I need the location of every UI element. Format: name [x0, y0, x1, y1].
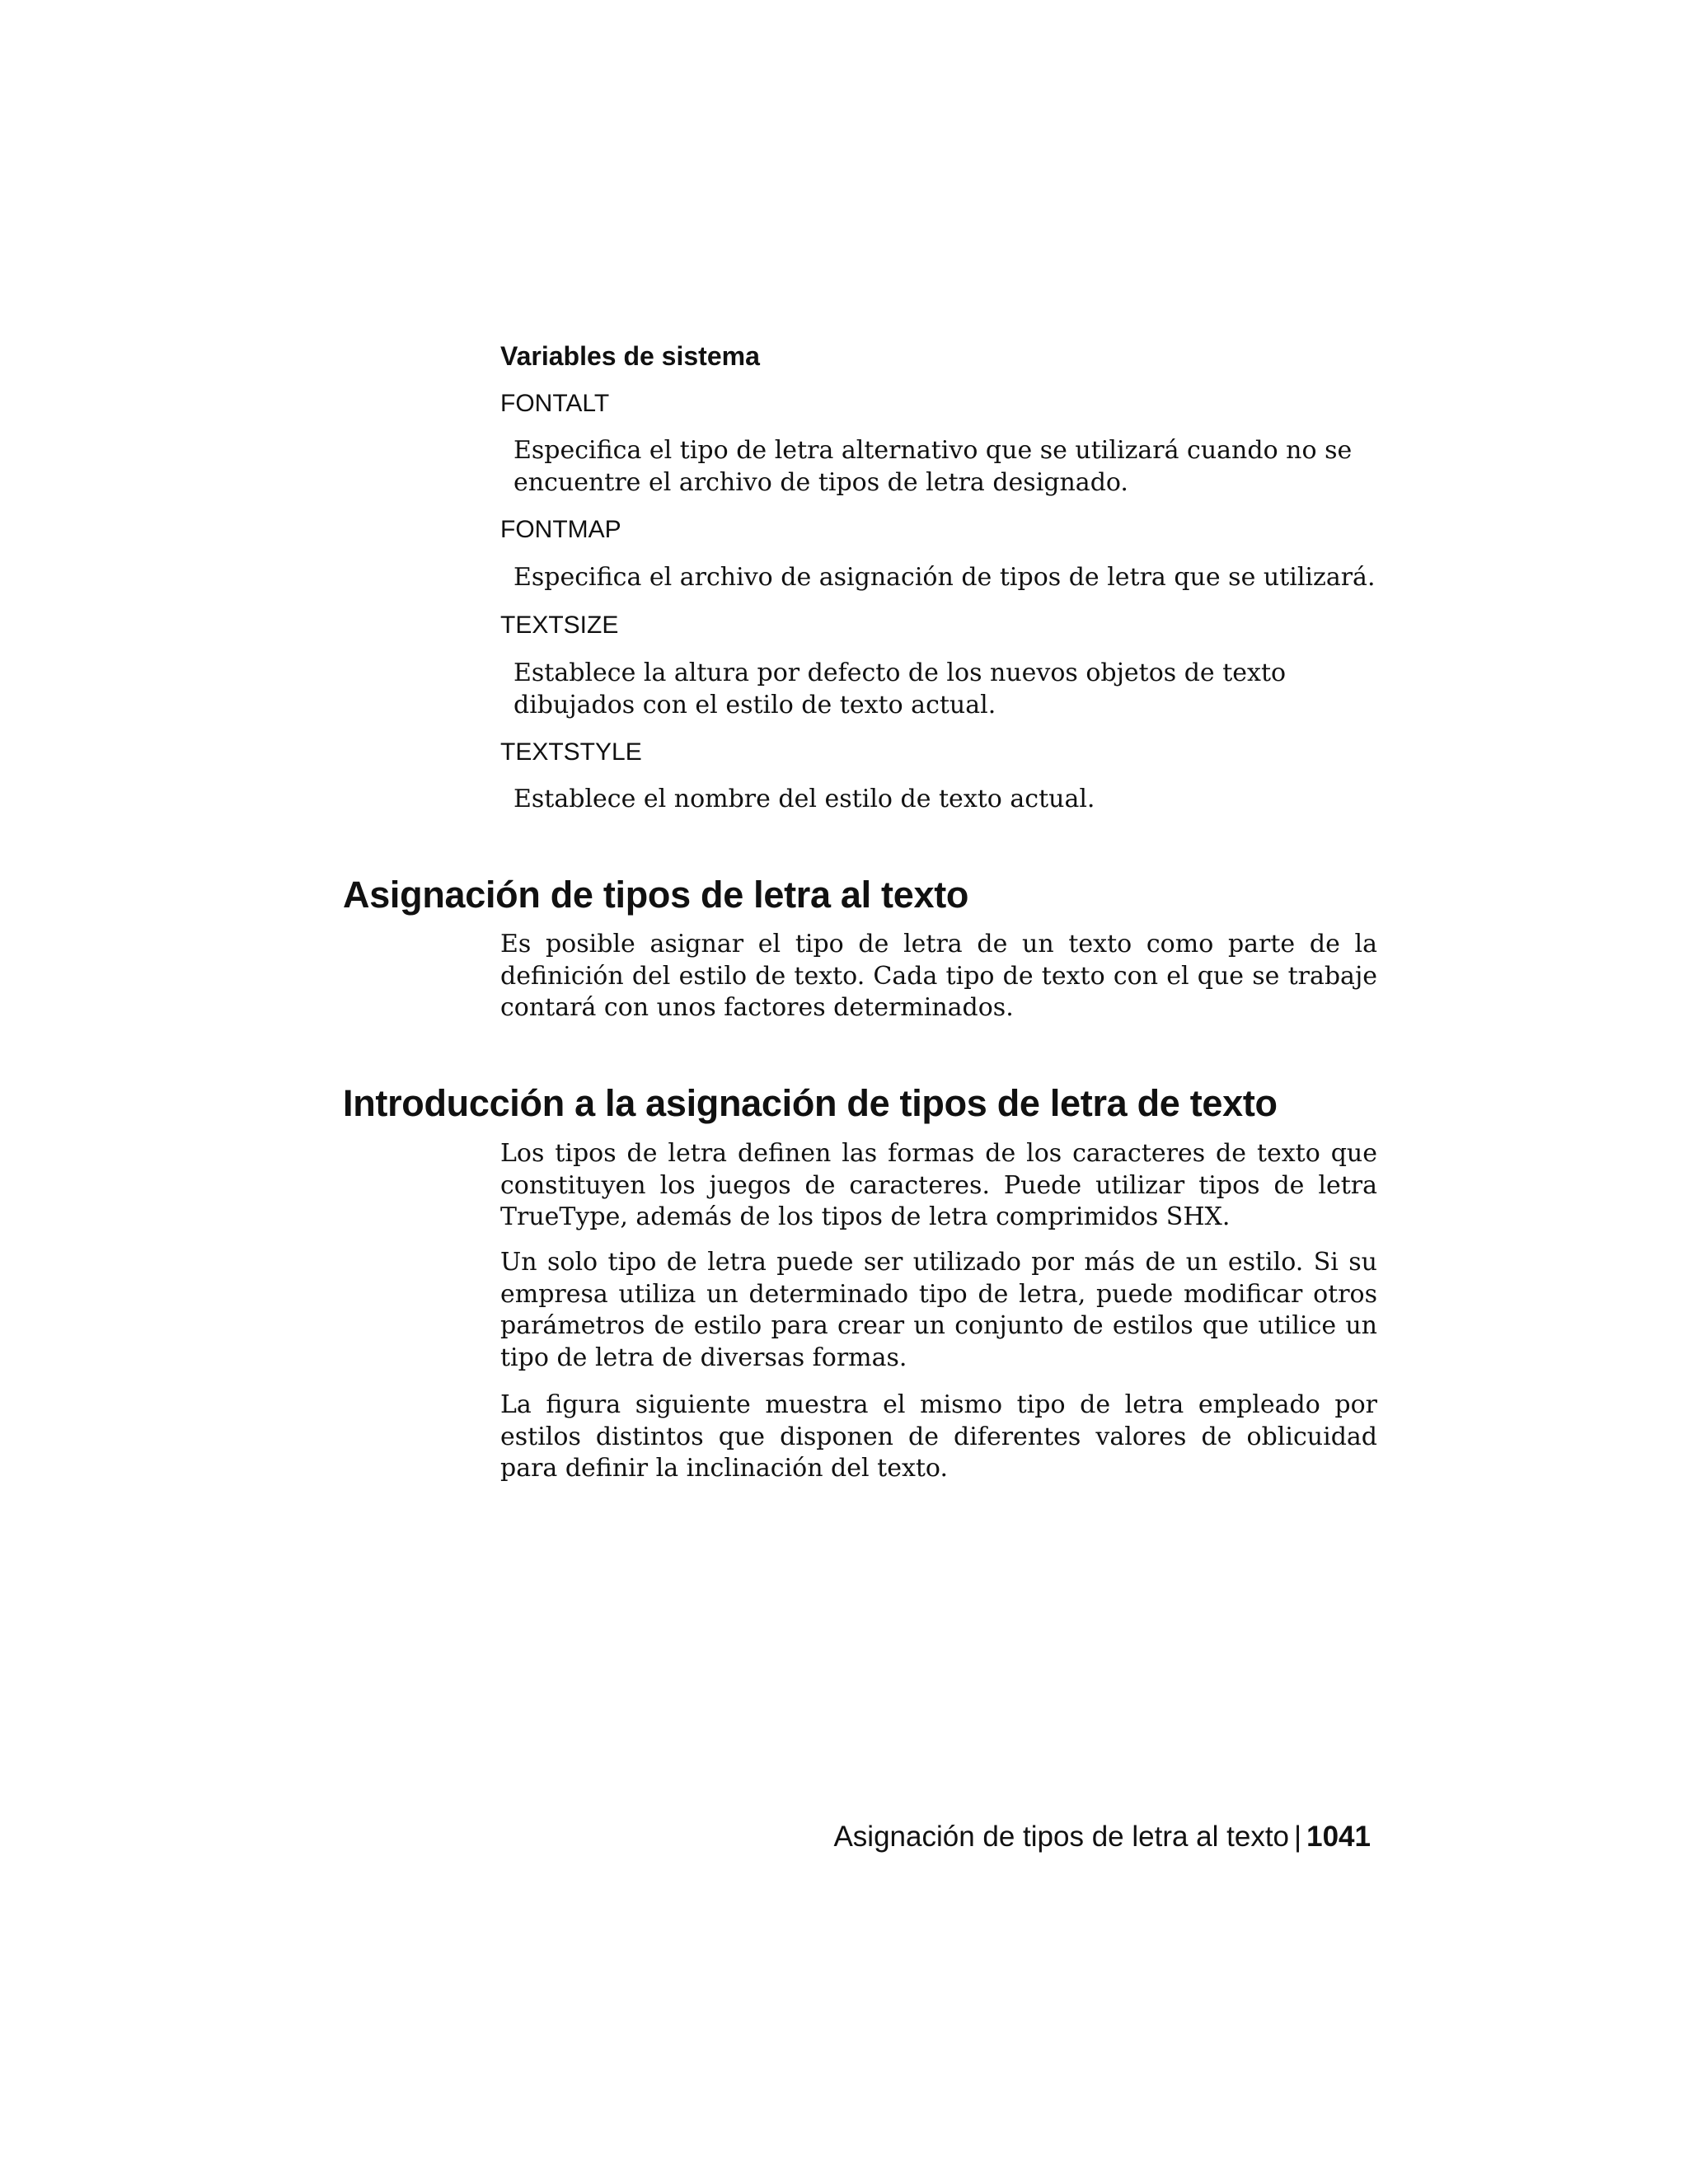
variable-description-textstyle: Establece el nombre del estilo de texto actual.: [513, 785, 1095, 813]
section2-paragraph-1: Los tipos de letra definen las formas de los caracteres de texto que constituyen los juegos de caracteres. Puede utilizar tipos de letra TrueType, además de los tipos de letra comprimidos SHX.: [500, 1139, 1377, 1231]
page-number: 1041: [1306, 1821, 1371, 1853]
footer-running-title: Asignación de tipos de letra al texto: [833, 1821, 1290, 1853]
variable-name-fontalt: FONTALT: [500, 390, 610, 417]
section-title-introduccion: Introducción a la asignación de tipos de letra de texto: [343, 1082, 1278, 1124]
footer-separator: |: [1294, 1821, 1302, 1853]
variable-description-fontalt: Especifica el tipo de letra alternativo que se utilizará cuando no se encuentre el archivo de tipos de letra designado.: [513, 436, 1353, 497]
page-footer: [833, 1819, 1371, 1855]
variable-name-textsize: TEXTSIZE: [500, 612, 619, 639]
variable-description-textsize: Establece la altura por defecto de los nuevos objetos de texto dibujados con el estilo de texto actual.: [513, 658, 1287, 719]
variable-description-fontmap: Especifica el archivo de asignación de tipos de letra que se utilizará.: [513, 563, 1376, 592]
section2-paragraph-2: Un solo tipo de letra puede ser utilizado por más de un estilo. Si su empresa utiliza un determinado tipo de letra, puede modificar otros parámetros de estilo para crear un conjunto de estilos que utilice un tipo de letra de diversas formas.: [500, 1248, 1377, 1372]
system-variables-heading: Variables de sistema: [500, 341, 760, 371]
section2-paragraph-3: La figura siguiente muestra el mismo tipo de letra empleado por estilos distintos que disponen de diferentes valores de oblicuidad para definir la inclinación del texto.: [500, 1390, 1377, 1483]
section1-paragraph-1: Es posible asignar el tipo de letra de un texto como parte de la definición del estilo de texto. Cada tipo de texto con el que se trabaje contará con unos factores determinados.: [500, 930, 1377, 1022]
variable-name-fontmap: FONTMAP: [500, 516, 621, 543]
section-title-asignacion: Asignación de tipos de letra al texto: [343, 874, 969, 916]
variable-name-textstyle: TEXTSTYLE: [500, 738, 642, 766]
